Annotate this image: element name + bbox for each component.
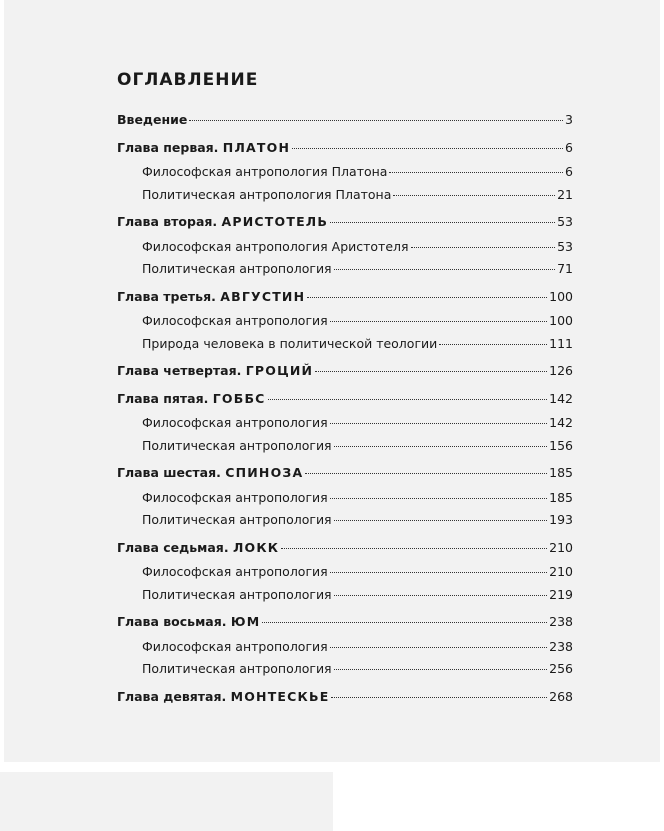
dot-leader: [330, 222, 555, 223]
dot-leader: [330, 498, 547, 499]
page-number: 6: [565, 164, 573, 179]
toc-entry-section[interactable]: [117, 639, 573, 662]
toc-entry-section[interactable]: [117, 564, 573, 587]
section-label: Политическая антропология: [142, 586, 332, 602]
chapter-label: [117, 614, 260, 629]
toc-entry-section[interactable]: [117, 187, 573, 212]
chapter-name: ПЛАТОН: [222, 139, 291, 155]
dot-leader: [262, 622, 547, 623]
toc-entry-section[interactable]: [117, 313, 573, 336]
chapter-prefix: Глава первая.: [117, 139, 219, 155]
section-label: Политическая антропология: [142, 512, 332, 527]
page-number: 185: [549, 465, 573, 480]
dot-leader: [189, 120, 563, 121]
chapter-prefix: Глава пятая.: [117, 390, 209, 406]
section-label: Философская антропология: [142, 415, 328, 430]
chapter-prefix: Глава третья.: [117, 288, 216, 304]
section-label: Философская антропология: [142, 564, 328, 579]
chapter-name: МОНТЕСКЬЕ: [230, 688, 330, 704]
page-number: 156: [549, 437, 573, 453]
dot-leader: [330, 647, 547, 648]
chapter-label: [117, 391, 266, 406]
dot-leader: [315, 371, 547, 372]
chapter-name: ГОББС: [212, 390, 266, 406]
toc-entry-chapter[interactable]: [117, 689, 573, 714]
toc-entry-chapter[interactable]: [117, 363, 573, 388]
page-number: 238: [549, 614, 573, 629]
dot-leader: [307, 297, 547, 298]
dot-leader: [305, 473, 547, 474]
page-number: 256: [549, 661, 573, 676]
page-number: 210: [549, 539, 573, 555]
chapter-prefix: Глава шестая.: [117, 465, 221, 480]
toc-entry-section[interactable]: [117, 587, 573, 612]
dot-leader: [334, 520, 548, 521]
chapter-prefix: Глава седьмая.: [117, 539, 229, 555]
page-number: 53: [557, 238, 573, 254]
chapter-label: [117, 289, 305, 304]
table-of-contents: [117, 112, 573, 713]
toc-entry-chapter[interactable]: [117, 614, 573, 639]
chapter-name: СПИНОЗА: [225, 465, 304, 480]
dot-leader: [393, 195, 555, 196]
page-number: 185: [549, 489, 573, 505]
toc-entry-section[interactable]: [117, 239, 573, 262]
toc-entry-section[interactable]: [117, 336, 573, 361]
chapter-prefix: Глава вторая.: [117, 214, 218, 229]
section-label: Политическая антропология: [142, 437, 332, 453]
chapter-label: [117, 689, 329, 704]
next-page-fragment: [0, 772, 333, 831]
dot-leader: [334, 269, 556, 270]
page-number: 219: [549, 586, 573, 602]
section-label: Политическая антропология Платона: [142, 186, 392, 202]
chapter-label: [117, 214, 328, 229]
chapter-label: [117, 540, 279, 555]
page-number: 142: [549, 390, 573, 406]
page-number: 111: [549, 335, 573, 351]
page-number: 126: [549, 363, 573, 378]
section-label: Философская антропология Аристотеля: [142, 238, 409, 254]
section-label: Политическая антропология: [142, 261, 332, 276]
toc-entry-chapter[interactable]: [117, 391, 573, 416]
chapter-label: [117, 465, 303, 480]
chapter-name: ЛОКК: [232, 539, 280, 555]
page-number: 53: [557, 214, 573, 229]
dot-leader: [292, 148, 563, 149]
toc-entry-section[interactable]: [117, 490, 573, 513]
toc-entry-section[interactable]: [117, 661, 573, 686]
chapter-prefix: Глава восьмая.: [117, 614, 227, 629]
toc-entry-chapter[interactable]: [117, 465, 573, 490]
dot-leader: [330, 572, 547, 573]
toc-entry-introduction[interactable]: [117, 112, 573, 137]
page-number: 193: [549, 512, 573, 527]
chapter-label: [117, 140, 290, 155]
dot-leader: [439, 344, 547, 345]
dot-leader: [334, 446, 548, 447]
dot-leader: [331, 697, 547, 698]
toc-entry-chapter[interactable]: [117, 214, 573, 239]
section-label: Философская антропология Платона: [142, 164, 388, 179]
toc-entry-chapter[interactable]: [117, 289, 573, 314]
toc-entry-section[interactable]: [117, 415, 573, 438]
page-number: 210: [549, 564, 573, 579]
section-label: Философская антропология: [142, 638, 328, 654]
chapter-name: ЮМ: [230, 614, 261, 629]
page-number: 71: [557, 261, 573, 276]
entry-label: Введение: [117, 112, 188, 127]
dot-leader: [334, 669, 548, 670]
chapter-name: ГРОЦИЙ: [245, 363, 314, 378]
chapter-list: [117, 140, 573, 714]
toc-entry-chapter[interactable]: [117, 140, 573, 165]
toc-title: ОГЛАВЛЕНИЕ: [117, 70, 259, 90]
section-label: Природа человека в политической теологии: [142, 335, 438, 351]
section-label: Философская антропология: [142, 489, 328, 505]
section-label: Политическая антропология: [142, 661, 332, 676]
toc-entry-section[interactable]: [117, 438, 573, 463]
page-number: 100: [549, 313, 573, 328]
dot-leader: [411, 247, 556, 248]
dot-leader: [330, 321, 547, 322]
dot-leader: [330, 423, 547, 424]
chapter-prefix: Глава девятая.: [117, 688, 227, 704]
chapter-name: АРИСТОТЕЛЬ: [221, 214, 329, 229]
dot-leader: [268, 399, 548, 400]
dot-leader: [281, 548, 547, 549]
page-number: 238: [549, 638, 573, 654]
page-number: 142: [549, 415, 573, 430]
page-number: 100: [549, 288, 573, 304]
dot-leader: [334, 595, 548, 596]
chapter-label: [117, 363, 313, 378]
section-label: Философская антропология: [142, 313, 328, 328]
dot-leader: [389, 172, 563, 173]
page-number: 21: [557, 186, 573, 202]
chapter-prefix: Глава четвертая.: [117, 363, 242, 378]
chapter-name: АВГУСТИН: [220, 288, 306, 304]
page-number: 268: [549, 688, 573, 704]
toc-entry-section[interactable]: [117, 512, 573, 537]
document-page: [4, 0, 660, 762]
page-number: 3: [565, 112, 573, 127]
toc-entry-chapter[interactable]: [117, 540, 573, 565]
page-number: 6: [565, 139, 573, 155]
toc-entry-section[interactable]: [117, 164, 573, 187]
toc-entry-section[interactable]: [117, 261, 573, 286]
